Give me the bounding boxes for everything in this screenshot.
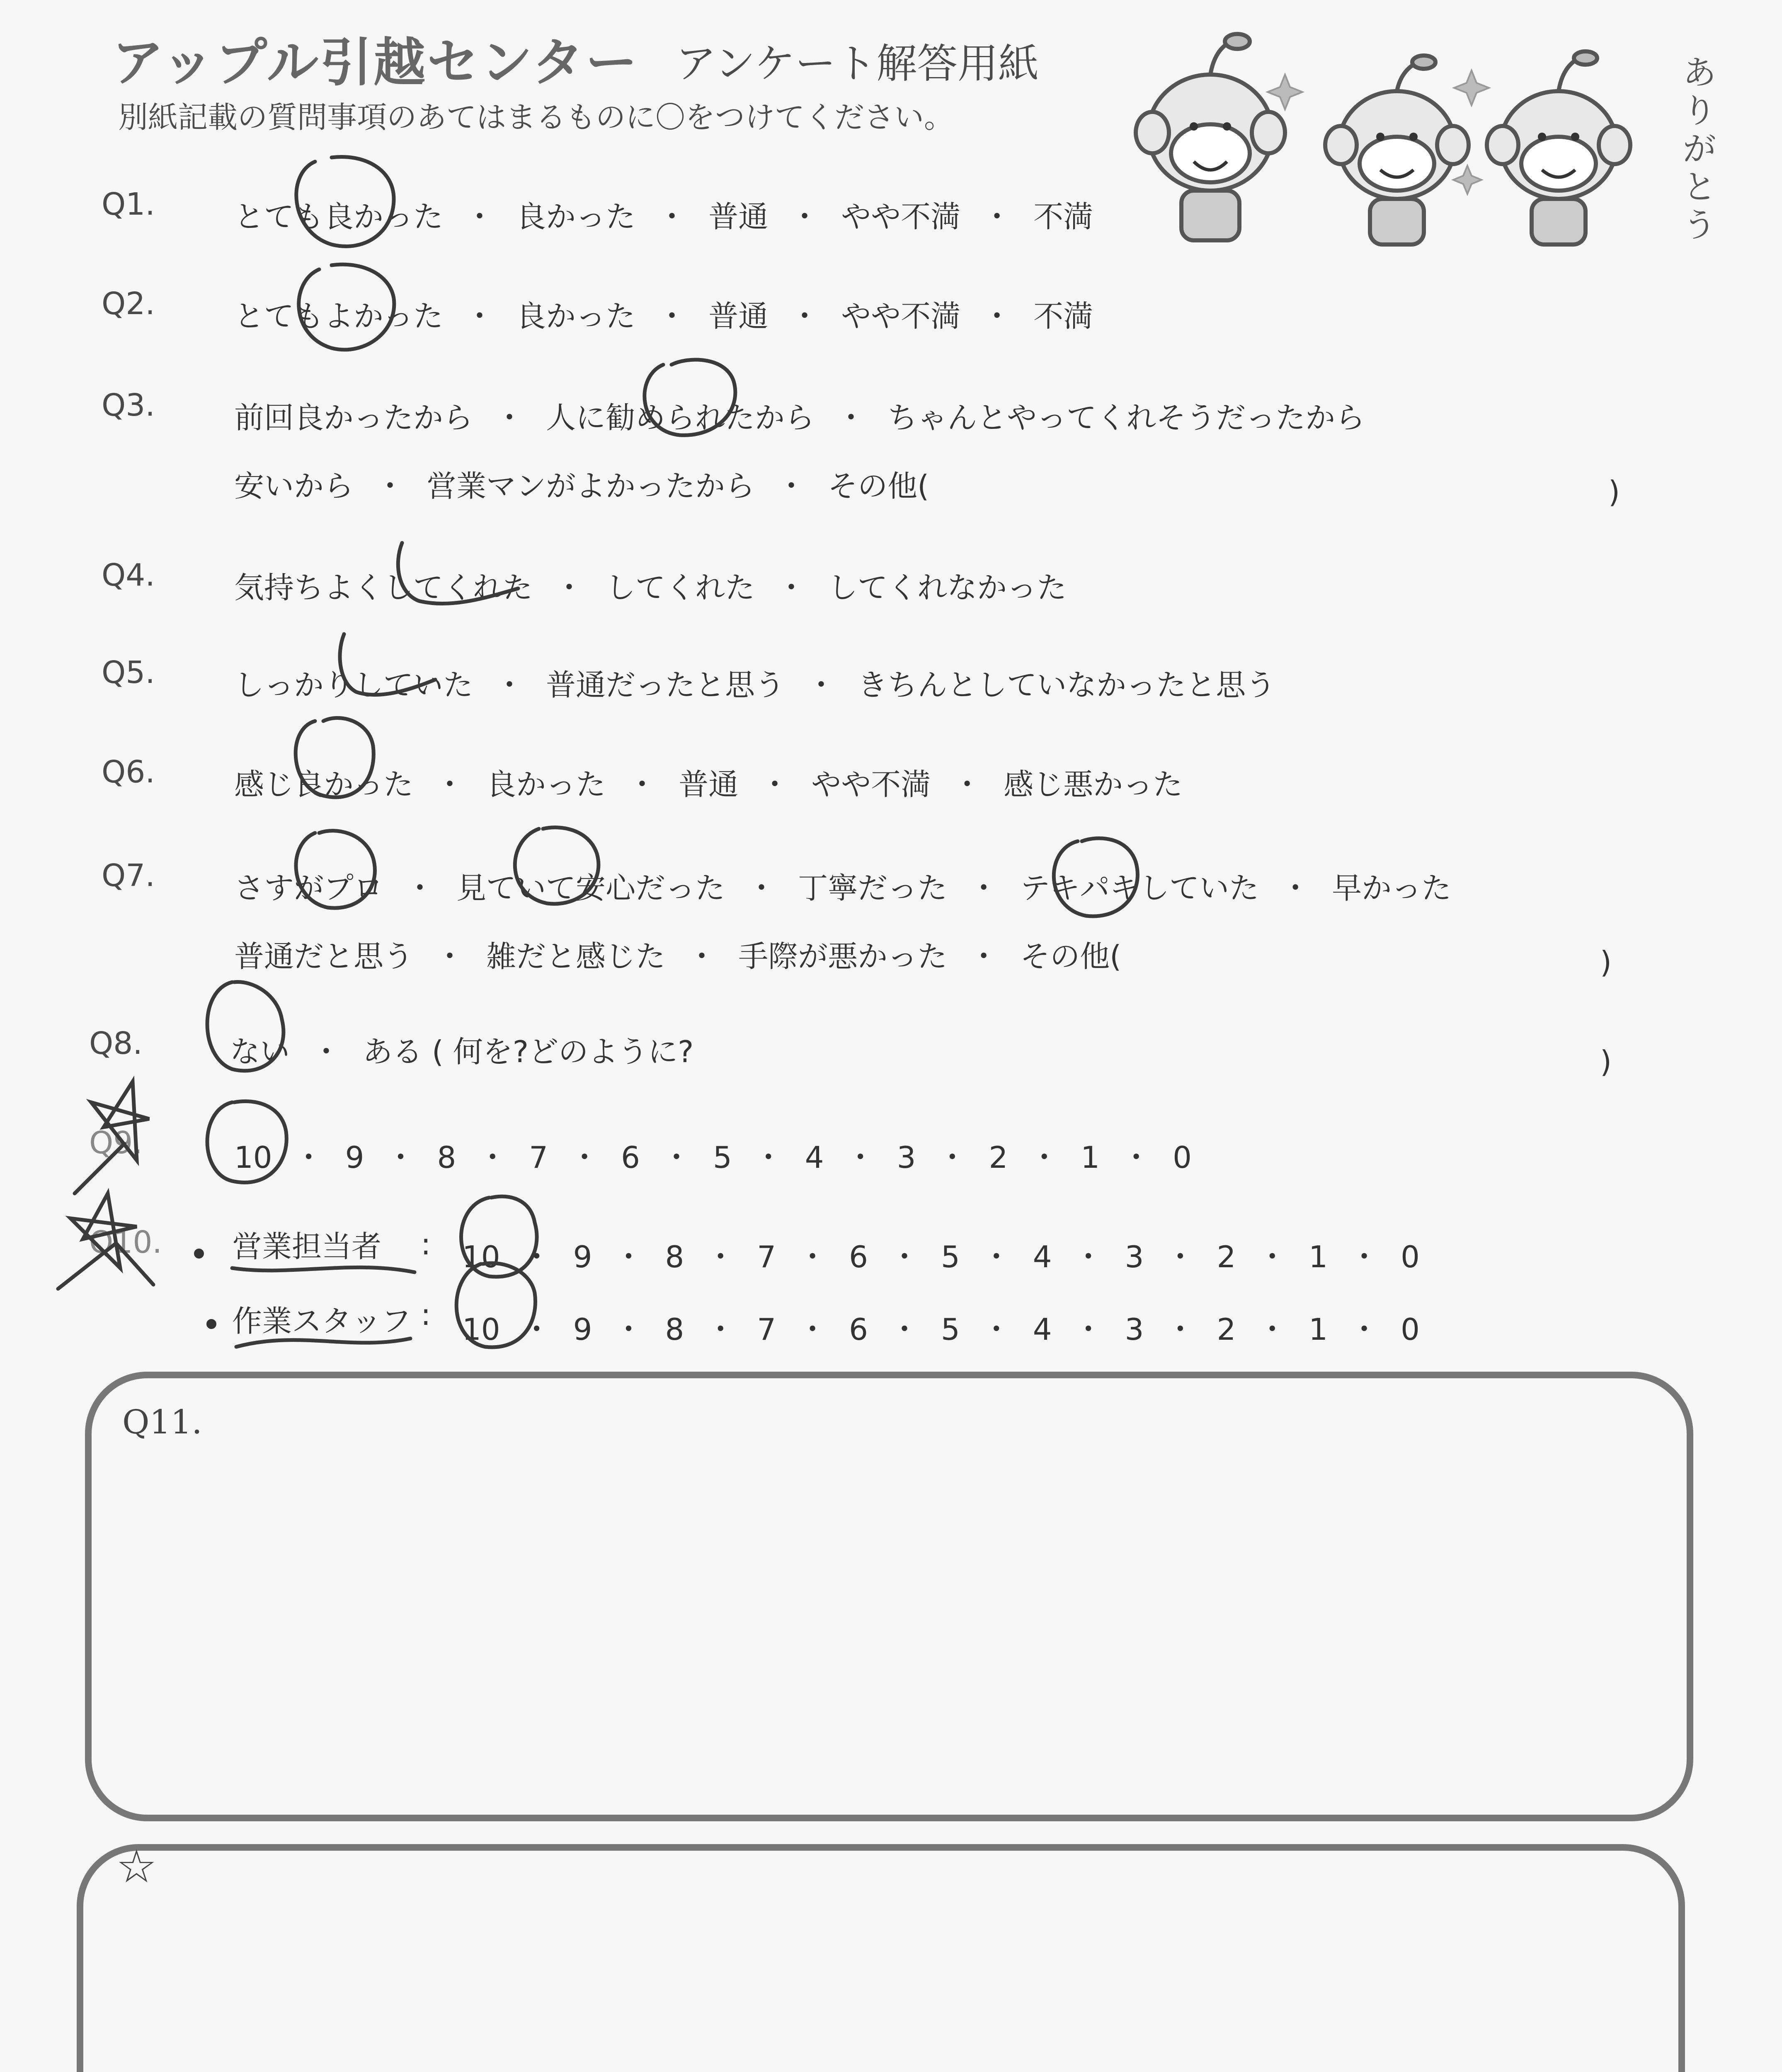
option[interactable]: 見ていて安心だった [456, 871, 725, 905]
option[interactable]: 雑だと感じた [486, 939, 666, 974]
rating-scale: 10 ・ 9 ・ 8 ・ 7 ・ 6 ・ 5 ・ 4 ・ 3 ・ 2 ・ 1 ・ 0 [462, 1239, 1420, 1274]
option[interactable]: 普通だと思う [234, 939, 414, 974]
score-option[interactable]: 9 [573, 1239, 592, 1274]
question-options: ない ・ ある ( 何を?どのように? [230, 1028, 693, 1071]
question-options: 安いから ・ 営業マンがよかったから ・ その他( [234, 462, 929, 505]
score-option[interactable]: 2 [989, 1140, 1008, 1175]
option[interactable]: その他( [1020, 939, 1122, 974]
option[interactable]: してくれなかった [828, 570, 1067, 605]
option[interactable]: 良かった [486, 767, 606, 802]
score-option[interactable]: 1 [1309, 1239, 1328, 1274]
option[interactable]: 不満 [1033, 299, 1093, 334]
option[interactable]: テキパキしていた [1020, 871, 1259, 905]
option[interactable]: 不満 [1033, 199, 1093, 234]
score-option[interactable]: 6 [849, 1312, 868, 1347]
score-option[interactable]: 10 [462, 1239, 500, 1274]
score-option[interactable]: 8 [665, 1239, 684, 1274]
question-label: Q9. [89, 1125, 143, 1161]
option[interactable]: 前回良かったから [234, 400, 473, 435]
option[interactable]: 手際が悪かった [738, 939, 948, 974]
question-options: 普通だと思う ・ 雑だと感じた ・ 手際が悪かった ・ その他( [234, 932, 1121, 975]
score-option[interactable]: 8 [437, 1140, 456, 1175]
option[interactable]: やや不満 [841, 299, 961, 334]
score-option[interactable]: 9 [573, 1312, 592, 1347]
brand-title: アップル引越センター [112, 33, 639, 93]
score-option[interactable]: 10 [462, 1312, 500, 1347]
option[interactable]: ある ( 何を?どのように? [363, 1034, 694, 1069]
rating-scale: 10 ・ 9 ・ 8 ・ 7 ・ 6 ・ 5 ・ 4 ・ 3 ・ 2 ・ 1 ・ 0 [234, 1140, 1192, 1175]
score-option[interactable]: 1 [1309, 1312, 1328, 1347]
score-option[interactable]: 4 [805, 1140, 824, 1175]
question-options: 感じ良かった ・ 良かった ・ 普通 ・ やや不満 ・ 感じ悪かった [234, 760, 1183, 804]
score-option[interactable]: 7 [757, 1312, 776, 1347]
option[interactable]: 普通 [708, 299, 769, 334]
paren-close: ) [1600, 1044, 1612, 1079]
rating-row-label: 営業担当者 [232, 1229, 382, 1264]
question-options: とても良かった ・ 良かった ・ 普通 ・ やや不満 ・ 不満 [234, 193, 1093, 236]
score-option[interactable]: 7 [529, 1140, 548, 1175]
score-option[interactable]: 0 [1401, 1239, 1420, 1274]
question-label: Q2. [102, 286, 155, 322]
option[interactable]: 普通だったと思う [546, 668, 785, 702]
score-option[interactable]: 7 [757, 1239, 776, 1274]
option[interactable]: 感じ悪かった [1004, 767, 1183, 802]
paren-close: ) [1608, 474, 1620, 509]
score-option[interactable]: 8 [665, 1312, 684, 1347]
star-comment-box[interactable] [77, 1844, 1685, 2072]
option[interactable]: 良かった [516, 299, 636, 334]
question-label: Q8. [89, 1026, 143, 1061]
q11-label: Q11. [122, 1403, 202, 1441]
option[interactable]: してくれた [606, 570, 755, 605]
q11-comment-box[interactable] [85, 1372, 1693, 1821]
score-option[interactable]: 5 [713, 1140, 732, 1175]
option[interactable]: ない [230, 1034, 290, 1069]
score-option[interactable]: 5 [941, 1239, 960, 1274]
option[interactable]: 安いから [234, 469, 354, 503]
option[interactable]: さすがプロ [234, 871, 384, 905]
question-options: とてもよかった ・ 良かった ・ 普通 ・ やや不満 ・ 不満 [234, 292, 1093, 335]
question-label: Q5. [102, 655, 155, 690]
option[interactable]: とてもよかった [234, 299, 444, 334]
score-option[interactable]: 9 [345, 1140, 364, 1175]
star-icon: ☆ [116, 1840, 157, 1893]
option[interactable]: その他( [828, 469, 929, 503]
question-label: Q10. [89, 1225, 162, 1260]
colon: : [421, 1297, 431, 1332]
rating-scale: 10 ・ 9 ・ 8 ・ 7 ・ 6 ・ 5 ・ 4 ・ 3 ・ 2 ・ 1 ・ 0 [462, 1312, 1420, 1347]
question-options: さすがプロ ・ 見ていて安心だった ・ 丁寧だった ・ テキパキしていた ・ 早かった [234, 864, 1451, 907]
option[interactable]: しっかりしていた [234, 668, 473, 702]
option[interactable]: 普通 [708, 199, 769, 234]
option[interactable]: とても良かった [234, 199, 444, 234]
instruction-text: 別紙記載の質問事項のあてはまるものに〇をつけてください。 [118, 100, 954, 135]
score-option[interactable]: 10 [234, 1140, 272, 1175]
score-option[interactable]: 0 [1173, 1140, 1192, 1175]
question-label: Q4. [102, 557, 155, 593]
option[interactable]: きちんとしていなかったと思う [858, 668, 1276, 702]
score-option[interactable]: 2 [1217, 1312, 1236, 1347]
form-title: アンケート解答用紙 [676, 40, 1039, 87]
rating-row-label: 作業スタッフ [232, 1304, 412, 1339]
question-label: Q3. [102, 387, 155, 423]
option[interactable]: 良かった [516, 199, 636, 234]
question-label: Q1. [102, 186, 155, 222]
score-option[interactable]: 0 [1401, 1312, 1420, 1347]
option[interactable]: やや不満 [811, 767, 931, 802]
score-option[interactable]: 5 [941, 1312, 960, 1347]
option[interactable]: 営業マンがよかったから [427, 469, 755, 503]
option[interactable]: やや不満 [841, 199, 961, 234]
option[interactable]: ちゃんとやってくれそうだったから [887, 400, 1365, 435]
option[interactable]: 気持ちよくしてくれた [234, 570, 533, 605]
question-label: Q6. [102, 754, 155, 790]
option[interactable]: 早かった [1332, 871, 1452, 905]
question-options: 気持ちよくしてくれた ・ してくれた ・ してくれなかった [234, 564, 1067, 607]
question-options: 前回良かったから ・ 人に勧められたから ・ ちゃんとやってくれそうだったから [234, 394, 1365, 437]
score-option[interactable]: 4 [1033, 1239, 1052, 1274]
paren-close: ) [1600, 945, 1612, 980]
score-option[interactable]: 1 [1081, 1140, 1100, 1175]
colon: : [421, 1227, 431, 1261]
option[interactable]: 人に勧められたから [546, 400, 815, 435]
score-option[interactable]: 3 [1125, 1312, 1144, 1347]
score-option[interactable]: 6 [849, 1239, 868, 1274]
score-option[interactable]: 4 [1033, 1312, 1052, 1347]
score-option[interactable]: 3 [1125, 1239, 1144, 1274]
score-option[interactable]: 2 [1217, 1239, 1236, 1274]
option[interactable]: 普通 [679, 767, 739, 802]
score-option[interactable]: 6 [621, 1140, 640, 1175]
mascot-thanks-text: ありがとう [1683, 53, 1716, 244]
score-option[interactable]: 3 [897, 1140, 916, 1175]
question-label: Q7. [102, 858, 155, 893]
question-options: しっかりしていた ・ 普通だったと思う ・ きちんとしていなかったと思う [234, 661, 1275, 704]
option[interactable]: 丁寧だった [798, 871, 948, 905]
option[interactable]: 感じ良かった [234, 767, 414, 802]
